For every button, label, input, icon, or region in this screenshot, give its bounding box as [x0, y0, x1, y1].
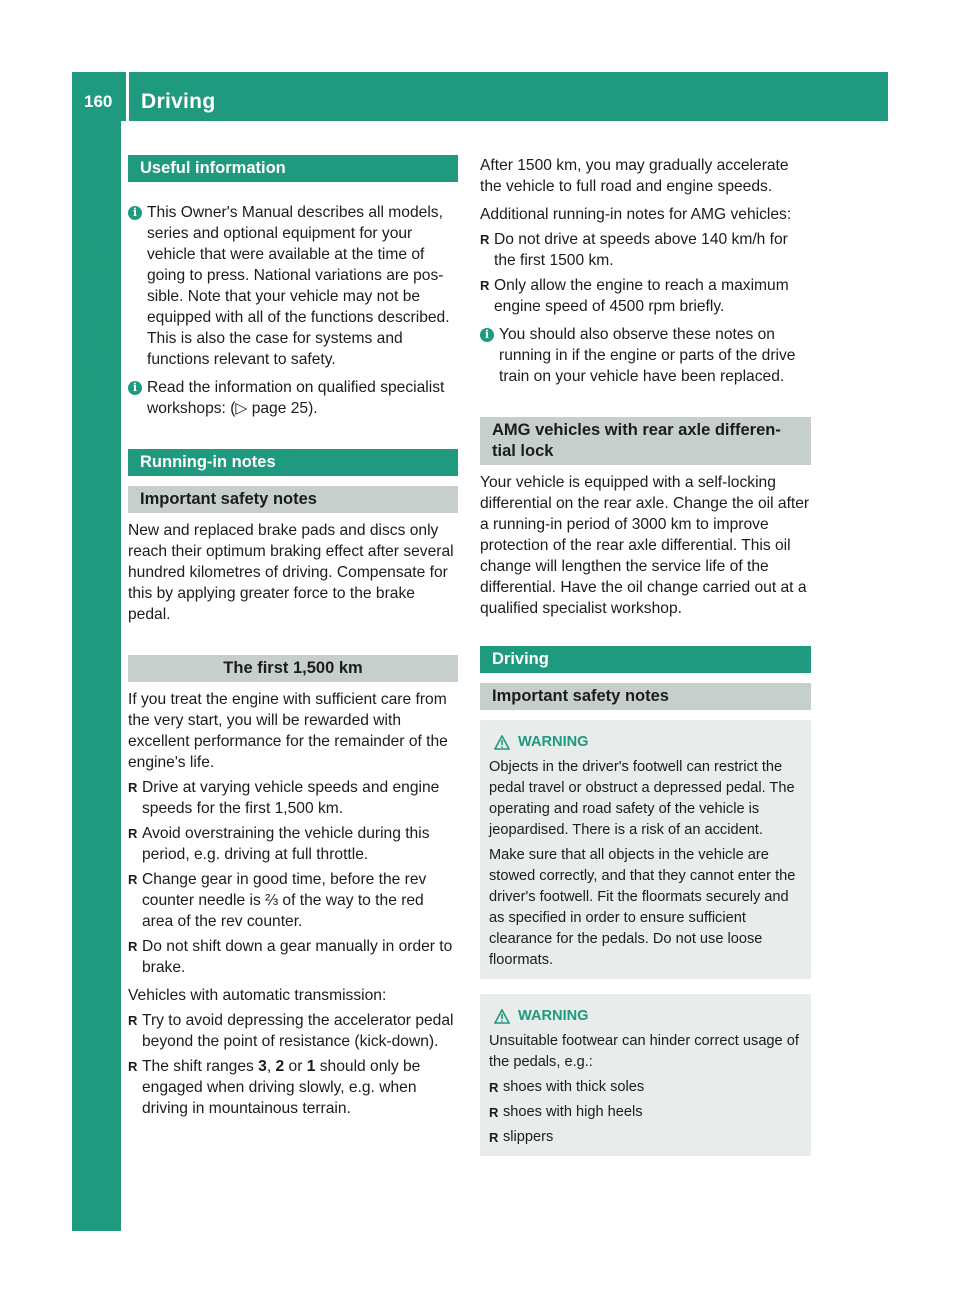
list-item: R Change gear in good time, before the rev counter needle is ⅔ of the way to the red area of the rev counter. — [128, 869, 458, 932]
list-item-text: Only allow the engine to reach a maximum engine speed of 4500 rpm briefly. — [494, 277, 789, 315]
info-note-text: You should also observe these notes on running in if the engine or parts of the drive train on your vehicle have been replaced. — [499, 326, 796, 385]
driving-safety-heading: Important safety notes — [480, 683, 811, 710]
info-note — [128, 202, 458, 370]
info-icon: i — [480, 328, 494, 342]
info-note — [480, 324, 811, 387]
list-item: R Only allow the engine to reach a maximum engine speed of 4500 rpm briefly. — [480, 275, 811, 317]
header-divider — [126, 72, 129, 121]
warning-box — [480, 720, 811, 979]
warning-title: WARNING — [518, 1008, 589, 1024]
list-item: R shoes with thick soles — [489, 1077, 802, 1098]
warning-header — [494, 732, 802, 753]
running-in-heading: Running-in notes — [128, 449, 458, 476]
useful-information-heading: Useful information — [128, 155, 458, 182]
amg-differential-text: Your vehicle is equipped with a self-locking differential on the rear axle. Change the oil after a running-in period of 3000 km to improve protection of the rear axle differential. This oil change will lengthen the service life of the differential. Have the oil change carried out at a qualified specialist workshop. — [480, 474, 810, 617]
warning-text: Objects in the driver's footwell can restrict the pedal travel or obstruct a depressed pedal. The operating and road safety of the vehicle is jeopardised. There is a risk of an accident. — [489, 759, 795, 838]
list-item-text: The shift ranges 3, 2 or 1 should only be engaged when driving slowly, e.g. when driving in mountainous terrain. — [142, 1058, 421, 1117]
list-item: R Do not shift down a gear manually in order to brake. — [128, 936, 458, 978]
right-column — [480, 155, 811, 1156]
list-item: R Avoid overstraining the vehicle during this period, e.g. driving at full throttle. — [128, 823, 458, 865]
automatic-intro: Vehicles with automatic transmission: — [128, 987, 387, 1004]
warning-icon — [494, 1009, 510, 1024]
list-item: R slippers — [489, 1127, 802, 1148]
list-item-text: shoes with high heels — [503, 1104, 643, 1120]
list-item-text: Avoid overstraining the vehicle during this period, e.g. driving at full throttle. — [142, 825, 430, 863]
warning-title: WARNING — [518, 734, 589, 750]
list-item-text: slippers — [503, 1129, 554, 1145]
safety-notes-heading: Important safety notes — [128, 486, 458, 513]
page-number: 160 — [84, 92, 113, 111]
left-column — [128, 155, 458, 1119]
list-item-text: Change gear in good time, before the rev counter needle is ⅔ of the way to the red area of the rev counter. — [142, 871, 427, 930]
section-label: Driving and parking — [84, 212, 107, 410]
driving-heading: Driving — [480, 646, 811, 673]
list-item: R shoes with high heels — [489, 1102, 802, 1123]
warning-icon — [494, 735, 510, 750]
amg-differential-heading: AMG vehicles with rear axle differential lock — [480, 417, 811, 465]
list-item: R Try to avoid depressing the accelerator pedal beyond the point of resistance (kick-down). — [128, 1010, 458, 1052]
list-item-text: shoes with thick soles — [503, 1079, 645, 1095]
list-item-text: Try to avoid depressing the accelerator pedal beyond the point of resistance (kick-down). — [142, 1012, 454, 1050]
list-item-text: Drive at varying vehicle speeds and engine speeds for the first 1,500 km. — [142, 779, 440, 817]
list-item-text: Do not shift down a gear manually in order to brake. — [142, 938, 453, 976]
first-1500-heading: The first 1,500 km — [128, 655, 458, 682]
first-1500-intro: If you treat the engine with sufficient care from the very start, you will be rewarded with excellent performance for the remainder of the engine's life. — [128, 691, 448, 771]
list-item-text: Do not drive at speeds above 140 km/h for the first 1500 km. — [494, 231, 788, 269]
amg-intro: Additional running-in notes for AMG vehicles: — [480, 206, 792, 223]
warning-header — [494, 1006, 802, 1027]
info-note — [128, 377, 458, 419]
warning-text: Make sure that all objects in the vehicle are stowed correctly, and that they cannot enter the driver's footwell. Fit the floormats securely and as specified in order to ensure sufficient clearance for the pedals. Do not use loose floormats. — [489, 847, 796, 968]
info-icon: i — [128, 381, 142, 395]
page-title: Driving — [141, 90, 216, 113]
info-icon: i — [128, 206, 142, 220]
warning-text: Unsuitable footwear can hinder correct usage of the pedals, e.g.: — [489, 1033, 799, 1070]
info-note-text: This Owner's Manual describes all models, series and optional equipment for your vehicle that were available at the time of going to press. National variations are possible. Note that your vehicle may not be equipped with all of the functions described. This is also the case for systems and functions relevant to safety. — [147, 204, 450, 368]
info-note-text: Read the information on qualified specialist workshops: (▷ page 25). — [147, 379, 445, 417]
list-item: R Drive at varying vehicle speeds and engine speeds for the first 1,500 km. — [128, 777, 458, 819]
safety-notes-text: New and replaced brake pads and discs only reach their optimum braking effect after several hundred kilometres of driving. Compensate for this by applying greater force to the brake pedal. — [128, 522, 454, 623]
after-1500-text: After 1500 km, you may gradually accelerate the vehicle to full road and engine speeds. — [480, 157, 789, 195]
warning-box — [480, 994, 811, 1156]
list-item: R The shift ranges 3, 2 or 1 should only be engaged when driving slowly, e.g. when driving in mountainous terrain. — [128, 1056, 458, 1119]
list-item: R Do not drive at speeds above 140 km/h for the first 1500 km. — [480, 229, 811, 271]
